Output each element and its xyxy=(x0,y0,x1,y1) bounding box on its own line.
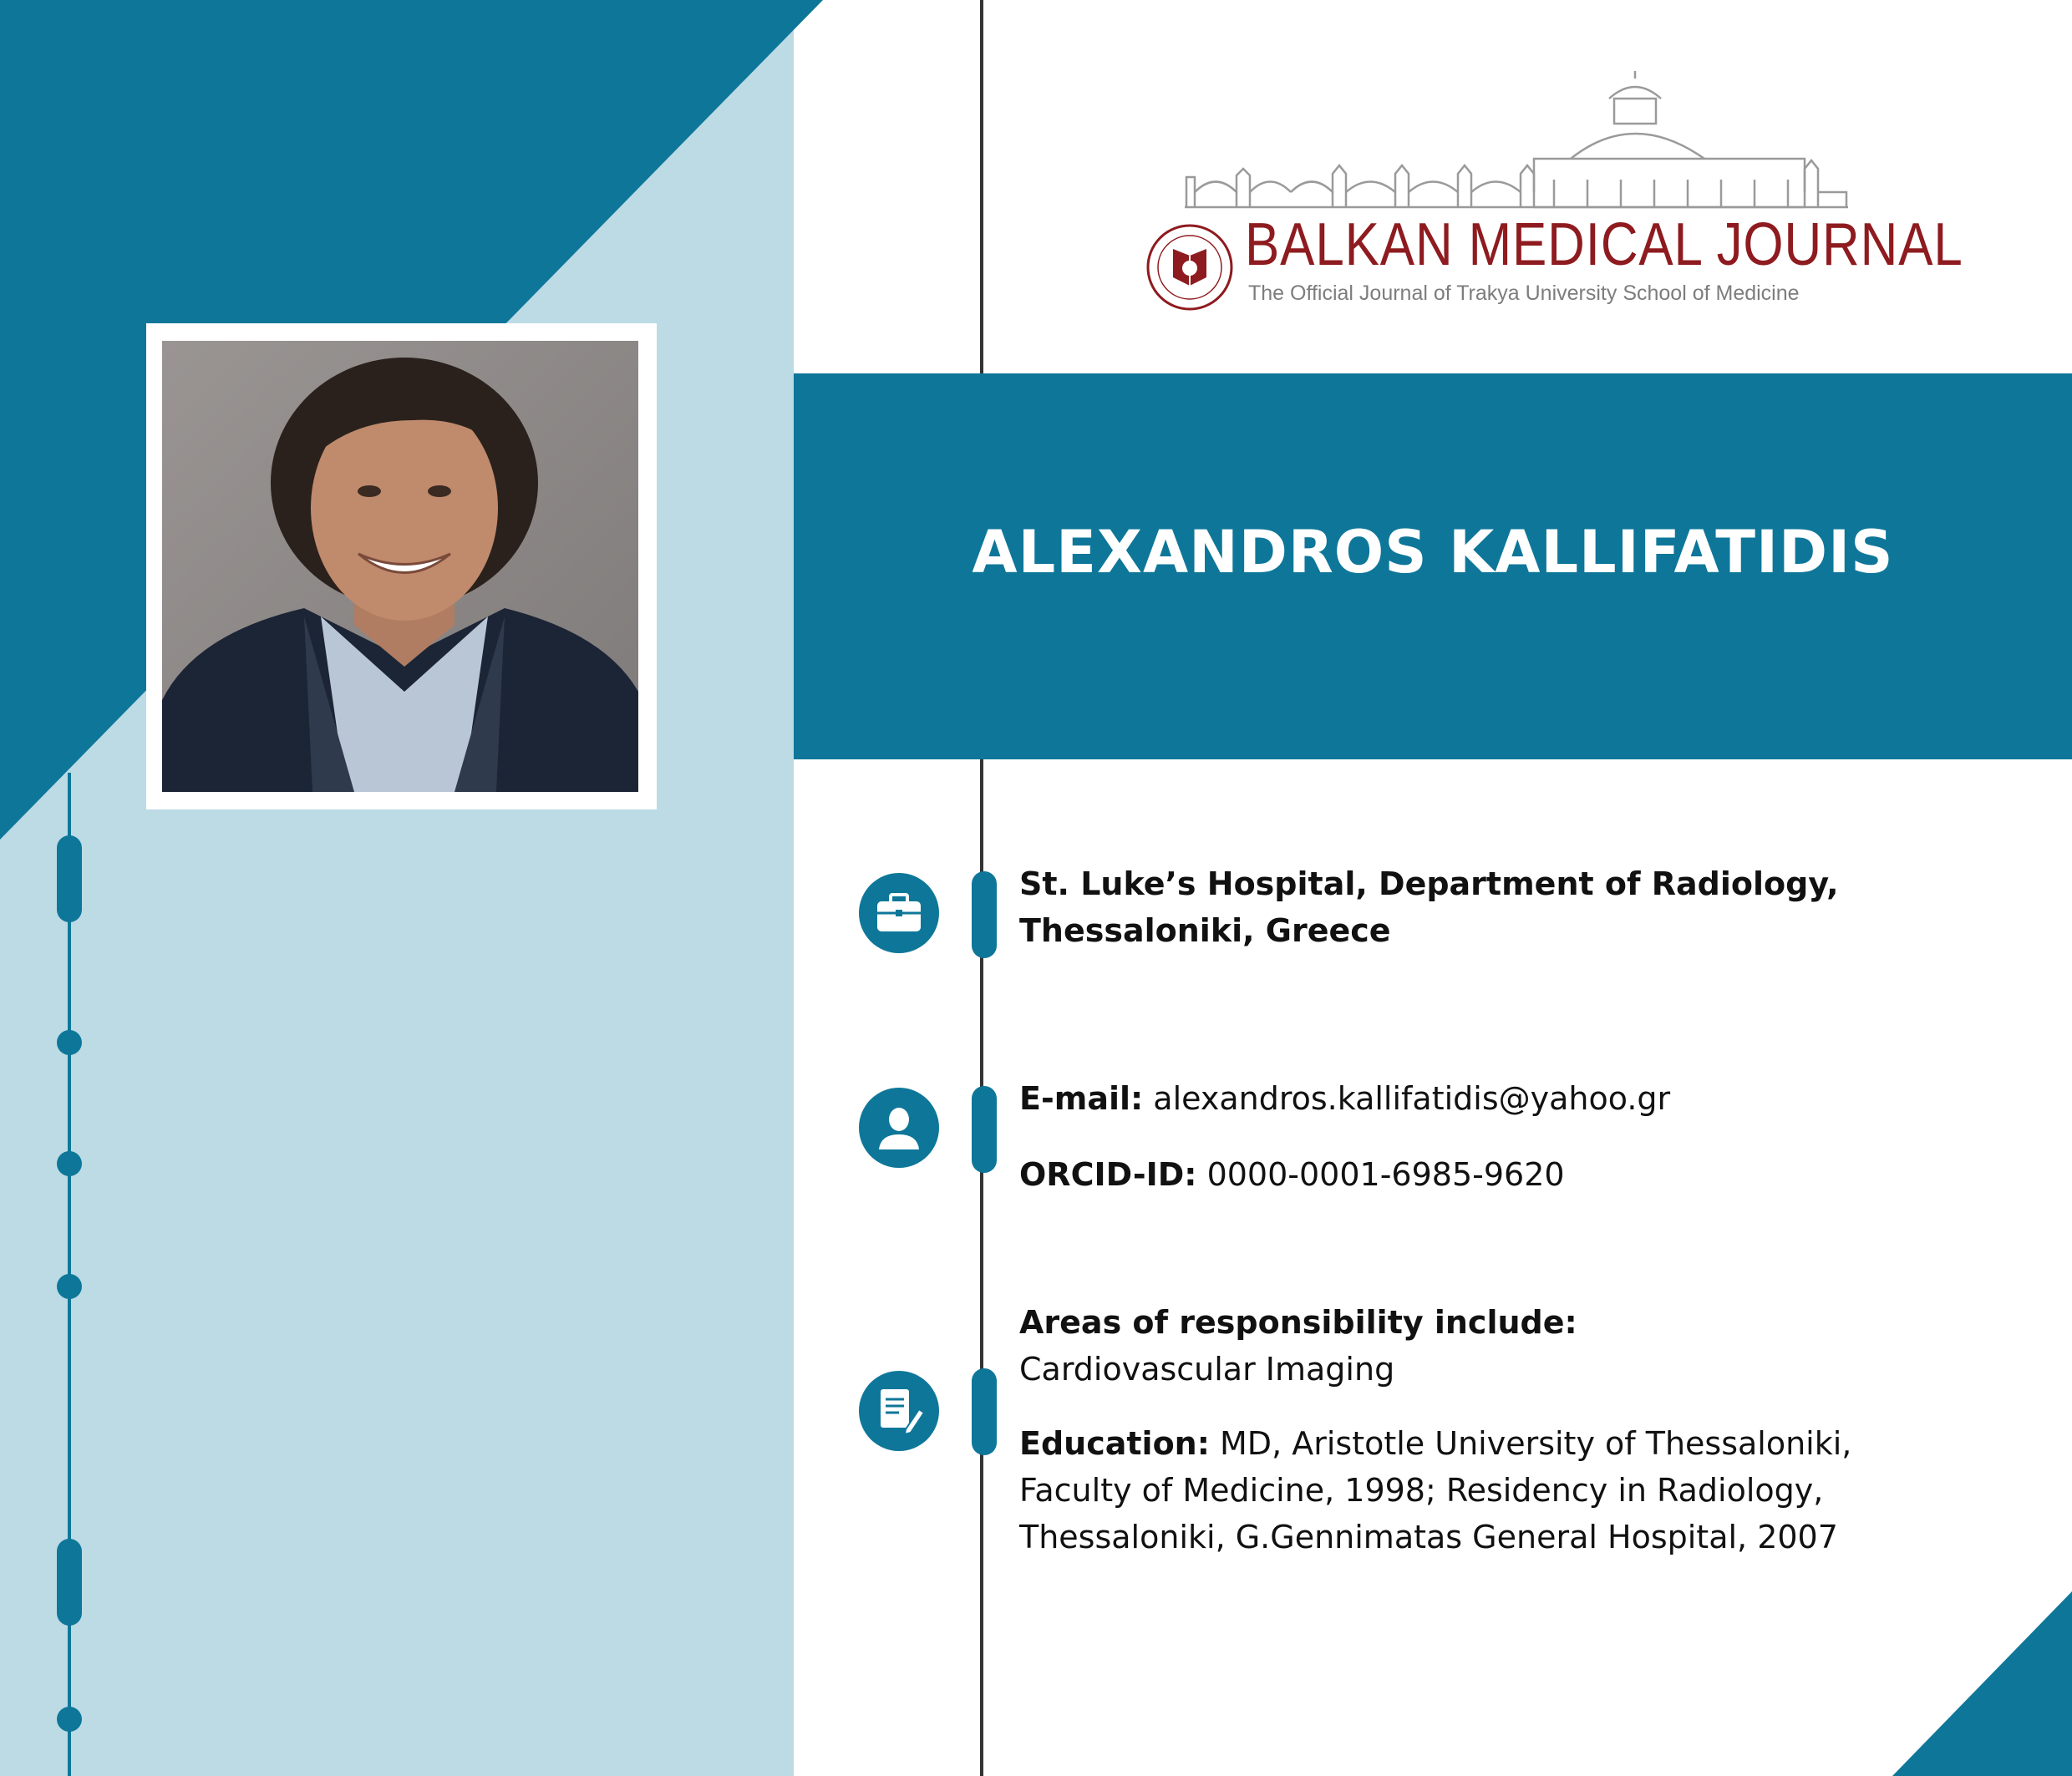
areas-value: Cardiovascular Imaging xyxy=(1019,1351,1395,1388)
email-value[interactable]: alexandros.kallifatidis@yahoo.gr xyxy=(1143,1080,1671,1117)
person-name: ALEXANDROS KALLIFATIDIS xyxy=(972,518,1894,586)
briefcase-icon xyxy=(859,873,939,953)
building-skyline-icon xyxy=(1185,71,1848,207)
left-timeline-dot xyxy=(57,1274,82,1299)
journal-logo xyxy=(1136,67,1855,317)
email-line xyxy=(1019,1075,2022,1122)
orcid-line xyxy=(1019,1151,2022,1198)
user-icon xyxy=(859,1088,939,1168)
portrait-photo xyxy=(162,341,638,792)
details-icon-badge xyxy=(859,1371,939,1451)
left-timeline-pill xyxy=(57,835,82,922)
details-timeline-marker xyxy=(972,1368,997,1455)
affiliation-block xyxy=(1019,860,2022,954)
journal-seal-icon xyxy=(1148,226,1232,309)
left-timeline-dot xyxy=(57,1030,82,1055)
affiliation-line-1: St. Luke’s Hospital, Department of Radiology, xyxy=(1019,865,1839,902)
areas-block xyxy=(1019,1299,2022,1393)
email-label: E-mail: xyxy=(1019,1080,1144,1117)
left-timeline-pill xyxy=(57,1539,82,1626)
journal-title: BALKAN MEDICAL JOURNAL xyxy=(1245,211,1963,278)
contact-icon-badge xyxy=(859,1088,939,1168)
left-timeline-dot xyxy=(57,1707,82,1732)
affiliation-line-2: Thessaloniki, Greece xyxy=(1019,912,1391,949)
areas-label: Areas of responsibility include: xyxy=(1019,1304,1577,1341)
education-label: Education: xyxy=(1019,1425,1210,1462)
orcid-value: 0000-0001-6985-9620 xyxy=(1196,1156,1565,1193)
journal-subtitle: The Official Journal of Trakya University School of Medicine xyxy=(1248,282,1800,305)
affiliation-timeline-marker xyxy=(972,871,997,958)
affiliation-icon-badge xyxy=(859,873,939,953)
orcid-label: ORCID-ID: xyxy=(1019,1156,1197,1193)
education-line-2: Faculty of Medicine, 1998; Residency in Radiology, xyxy=(1019,1472,1824,1509)
bottom-right-triangle xyxy=(1892,1591,2072,1776)
education-line-3: Thessaloniki, G.Gennimatas General Hospital, 2007 xyxy=(1019,1519,1838,1555)
education-line-1: MD, Aristotle University of Thessaloniki, xyxy=(1209,1425,1852,1462)
contact-timeline-marker xyxy=(972,1086,997,1173)
document-edit-icon xyxy=(859,1371,939,1451)
left-timeline-dot xyxy=(57,1151,82,1176)
education-block xyxy=(1019,1420,2022,1560)
